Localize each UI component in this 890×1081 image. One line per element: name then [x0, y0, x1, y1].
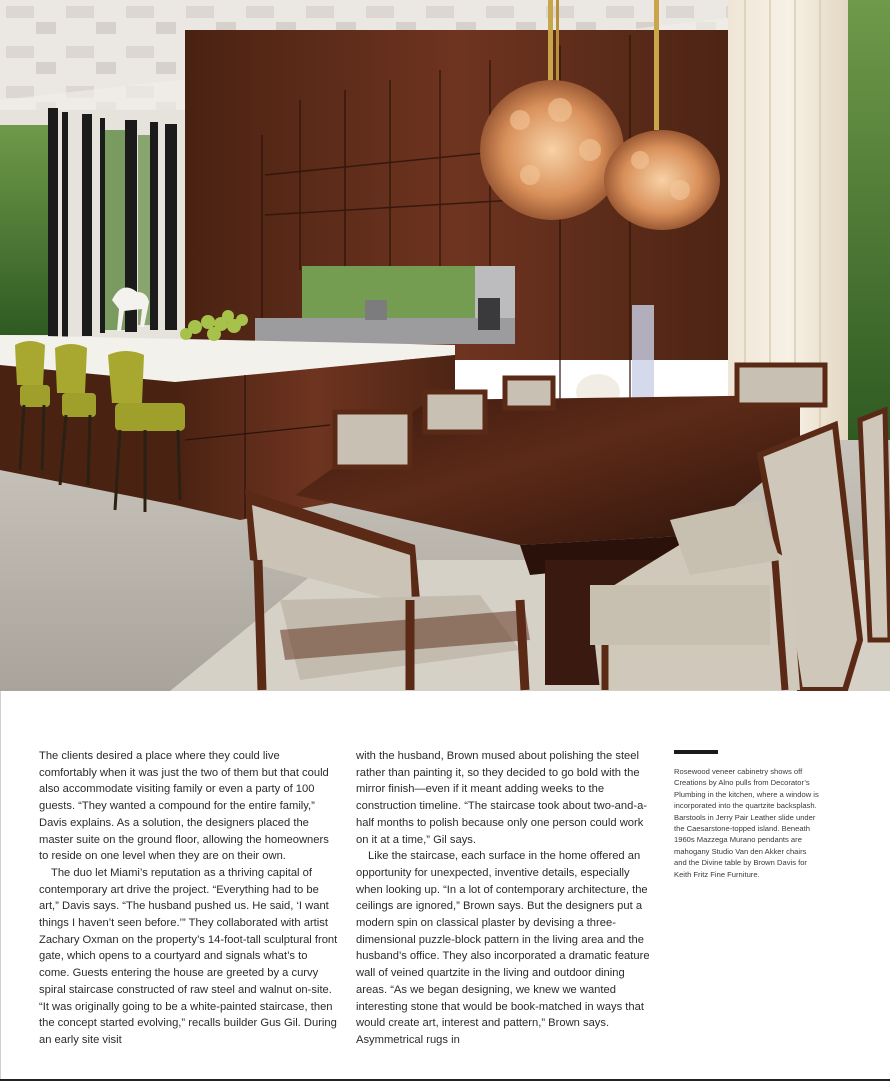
body-paragraph: with the husband, Brown mused about polishing the steel rather than painting it, so they decided to go bold with the mirror finish—even if it meant adding weeks to the construction timeline. “The staircase took about two-and-a-half months to polish because only one person could work on it at a time,” Gil says. [356, 750, 648, 846]
body-paragraph: The duo let Miami’s reputation as a thriving capital of contemporary art drive the project. “Everything had to be art,” Davis says. “The husband pushed us. He said, ‘I want things I haven’t seen before.’” They collaborated with artist Zachary Oxman on the property’s 14-foot-tall sculptural front gate, which opens to a courtyard and signals what’s to come. Guests entering the house are greeted by a curvy spiral staircase constructed of raw steel and walnut on-site. “It was originally going to be a white-painted staircase, then the concept started evolving,” recalls builder Gus Gil. During an early site visit [39, 866, 338, 1046]
caption-rule [674, 750, 718, 754]
body-paragraph: The clients desired a place where they could live comfortably when it was just the two of them but that could also accommodate visiting family or even a party of 100 guests. “They wanted a compound for the entire family,” Davis explains. As a solution, the designers placed the master suite on the ground floor, allowing the homeowners to reside on one level when they are on their own. [39, 750, 329, 863]
body-paragraph: Like the staircase, each surface in the home offered an opportunity for unexpected, inventive details, especially when looking up. “In a lot of contemporary architecture, the ceilings are ignored,” Brown says. But the designers put a modern spin on classical plaster by devising a three-dimensional puzzle-block pattern in the living area and the husband’s office. They also incorporated a dramatic feature wall of veined quartzite in the living and outdoor dining areas. “As we began designing, we knew we wanted interesting stone that would be book-matched in ways that would create art, interest and pattern,” Brown says. Asymmetrical rugs in [356, 850, 650, 1046]
article-column-2 [356, 748, 658, 1049]
page-edge [0, 691, 1, 1081]
photo-caption: Rosewood veneer cabinetry shows off Creations by Alno pulls from Decorator’s Plumbing in the kitchen, where a window is incorporated into the quartzite backsplash. Barstools in Jerry Pair Leather slide under the Caesarstone-topped island. Beneath 1960s Mazzega Murano pendants are mahogany Studio Van den Akker chairs and the Divine table by Brown Davis for Keith Fritz Fine Furniture. [674, 767, 819, 879]
article-column-1 [39, 748, 339, 1049]
